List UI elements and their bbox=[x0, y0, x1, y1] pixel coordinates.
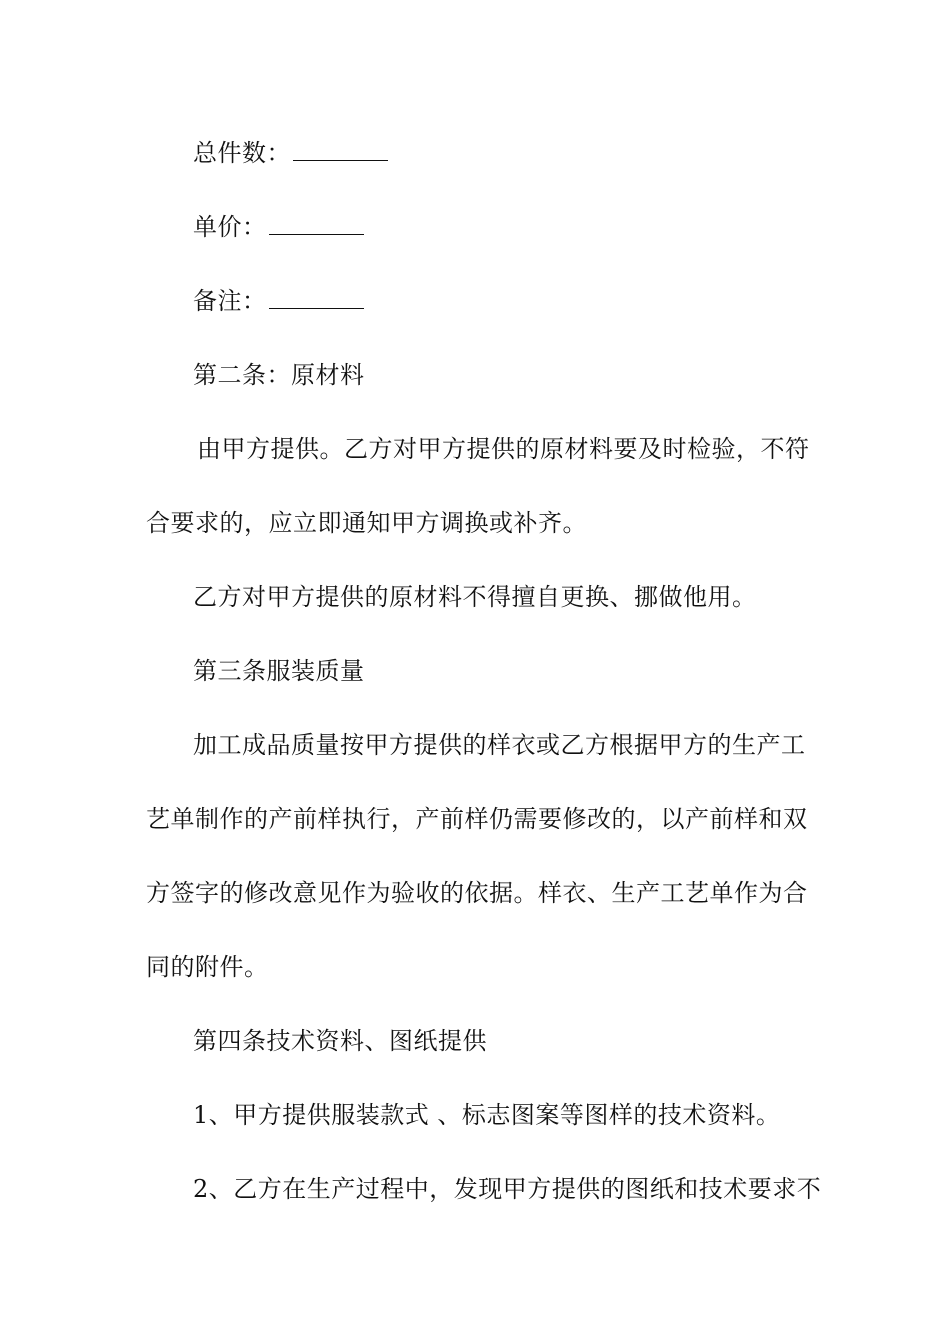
article2-para2: 乙方对甲方提供的原材料不得擅自更换、挪做他用。 bbox=[193, 583, 757, 611]
article4-item2: 2、乙方在生产过程中，发现甲方提供的图纸和技术要求不 bbox=[193, 1175, 822, 1203]
article3-heading: 第三条服装质量 bbox=[193, 657, 365, 685]
article2-para1-line2: 合要求的，应立即通知甲方调换或补齐。 bbox=[146, 509, 587, 537]
article2-para1-line1: 由甲方提供。乙方对甲方提供的原材料要及时检验，不符 bbox=[197, 435, 810, 463]
article4-heading: 第四条技术资料、图纸提供 bbox=[193, 1027, 487, 1055]
remarks-label: 备注： bbox=[193, 287, 267, 315]
total-count-field bbox=[193, 138, 388, 168]
article2-heading: 第二条：原材料 bbox=[193, 361, 365, 389]
article3-line3: 方签字的修改意见作为验收的依据。样衣、生产工艺单作为合 bbox=[146, 879, 808, 907]
remarks-blank[interactable] bbox=[269, 288, 364, 309]
unit-price-label: 单价： bbox=[193, 213, 267, 241]
total-count-label: 总件数： bbox=[193, 139, 291, 167]
total-count-blank[interactable] bbox=[293, 140, 388, 161]
unit-price-blank[interactable] bbox=[269, 214, 364, 235]
article3-line4: 同的附件。 bbox=[146, 953, 269, 981]
article4-item1: 1、甲方提供服装款式 、标志图案等图样的技术资料。 bbox=[193, 1101, 781, 1129]
remarks-field bbox=[193, 286, 364, 316]
article3-line1: 加工成品质量按甲方提供的样衣或乙方根据甲方的生产工 bbox=[193, 731, 806, 759]
article3-line2: 艺单制作的产前样执行，产前样仍需要修改的，以产前样和双 bbox=[146, 805, 808, 833]
unit-price-field bbox=[193, 212, 364, 242]
